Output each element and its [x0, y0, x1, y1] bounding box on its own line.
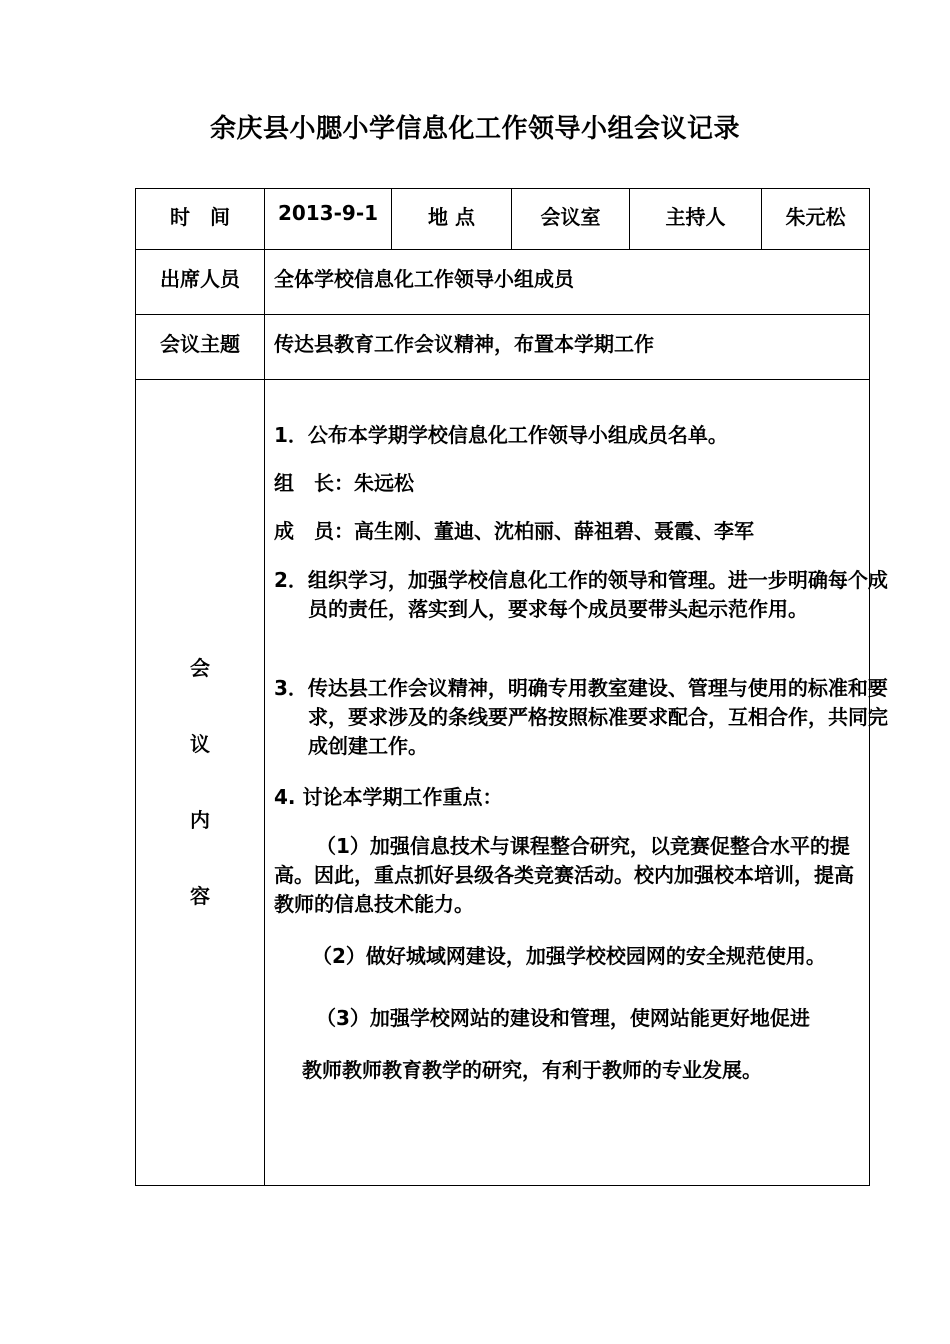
- attendees-value: 全体学校信息化工作领导小组成员: [265, 250, 870, 315]
- sub-item-1: （1）加强信息技术与课程整合研究，以竞赛促整合水平的提高。因此，重点抓好县级各类竞赛活动。校内加强校本培训，提高教师的信息技术能力。: [274, 834, 854, 916]
- meeting-record-table: [135, 188, 888, 1186]
- document-title: 余庆县小腮小学信息化工作领导小组会议记录: [209, 114, 740, 144]
- agenda-item-1: 1．公布本学期学校信息化工作领导小组成员名单。: [274, 423, 728, 447]
- content-label-char: 容: [190, 884, 210, 908]
- leader-line: 组 长：朱远松: [274, 471, 414, 495]
- members-line: 成 员：高生刚、董迪、沈柏丽、薛祖碧、聂霞、李军: [274, 519, 754, 543]
- sub-item-2: （2）做好城域网建设，加强学校校园网的安全规范使用。: [312, 944, 826, 968]
- agenda-item-3: 3．传达县工作会议精神，明确专用教室建设、管理与使用的标准和要求，要求涉及的条线要严格按照标准要求配合，互相合作，共同完成创建工作。: [274, 676, 888, 758]
- topic-row: [136, 315, 870, 380]
- place-label: 地 点: [392, 189, 512, 250]
- place-value: 会议室: [512, 189, 630, 250]
- content-label: [136, 380, 264, 909]
- content-row: [136, 380, 870, 1186]
- agenda-item-2: 2．组织学习，加强学校信息化工作的领导和管理。进一步明确每个成员的责任，落实到人，要求每个成员要带头起示范作用。: [274, 568, 888, 621]
- attendees-label: 出席人员: [136, 250, 265, 315]
- time-label: 时 间: [136, 189, 265, 250]
- content-label-cell: [136, 380, 265, 1186]
- content-body: [265, 380, 888, 1185]
- time-value: 2013-9-1: [265, 189, 392, 250]
- host-value: 朱元松: [762, 189, 870, 250]
- topic-value: 传达县教育工作会议精神，布置本学期工作: [265, 315, 870, 380]
- attendees-row: [136, 250, 870, 315]
- content-label-char: 会: [190, 656, 210, 680]
- sub-item-3-line1: （3）加强学校网站的建设和管理，使网站能更好地促进: [316, 1006, 810, 1030]
- content-label-char: 议: [190, 732, 210, 756]
- sub-item-3-line2: 教师教师教育教学的研究，有利于教师的专业发展。: [302, 1058, 762, 1082]
- topic-label: 会议主题: [136, 315, 265, 380]
- header-row: [136, 189, 870, 250]
- host-label: 主持人: [630, 189, 762, 250]
- content-body-cell: [265, 380, 888, 1186]
- content-label-char: 内: [190, 808, 210, 832]
- agenda-item-4: 4. 讨论本学期工作重点：: [274, 785, 503, 809]
